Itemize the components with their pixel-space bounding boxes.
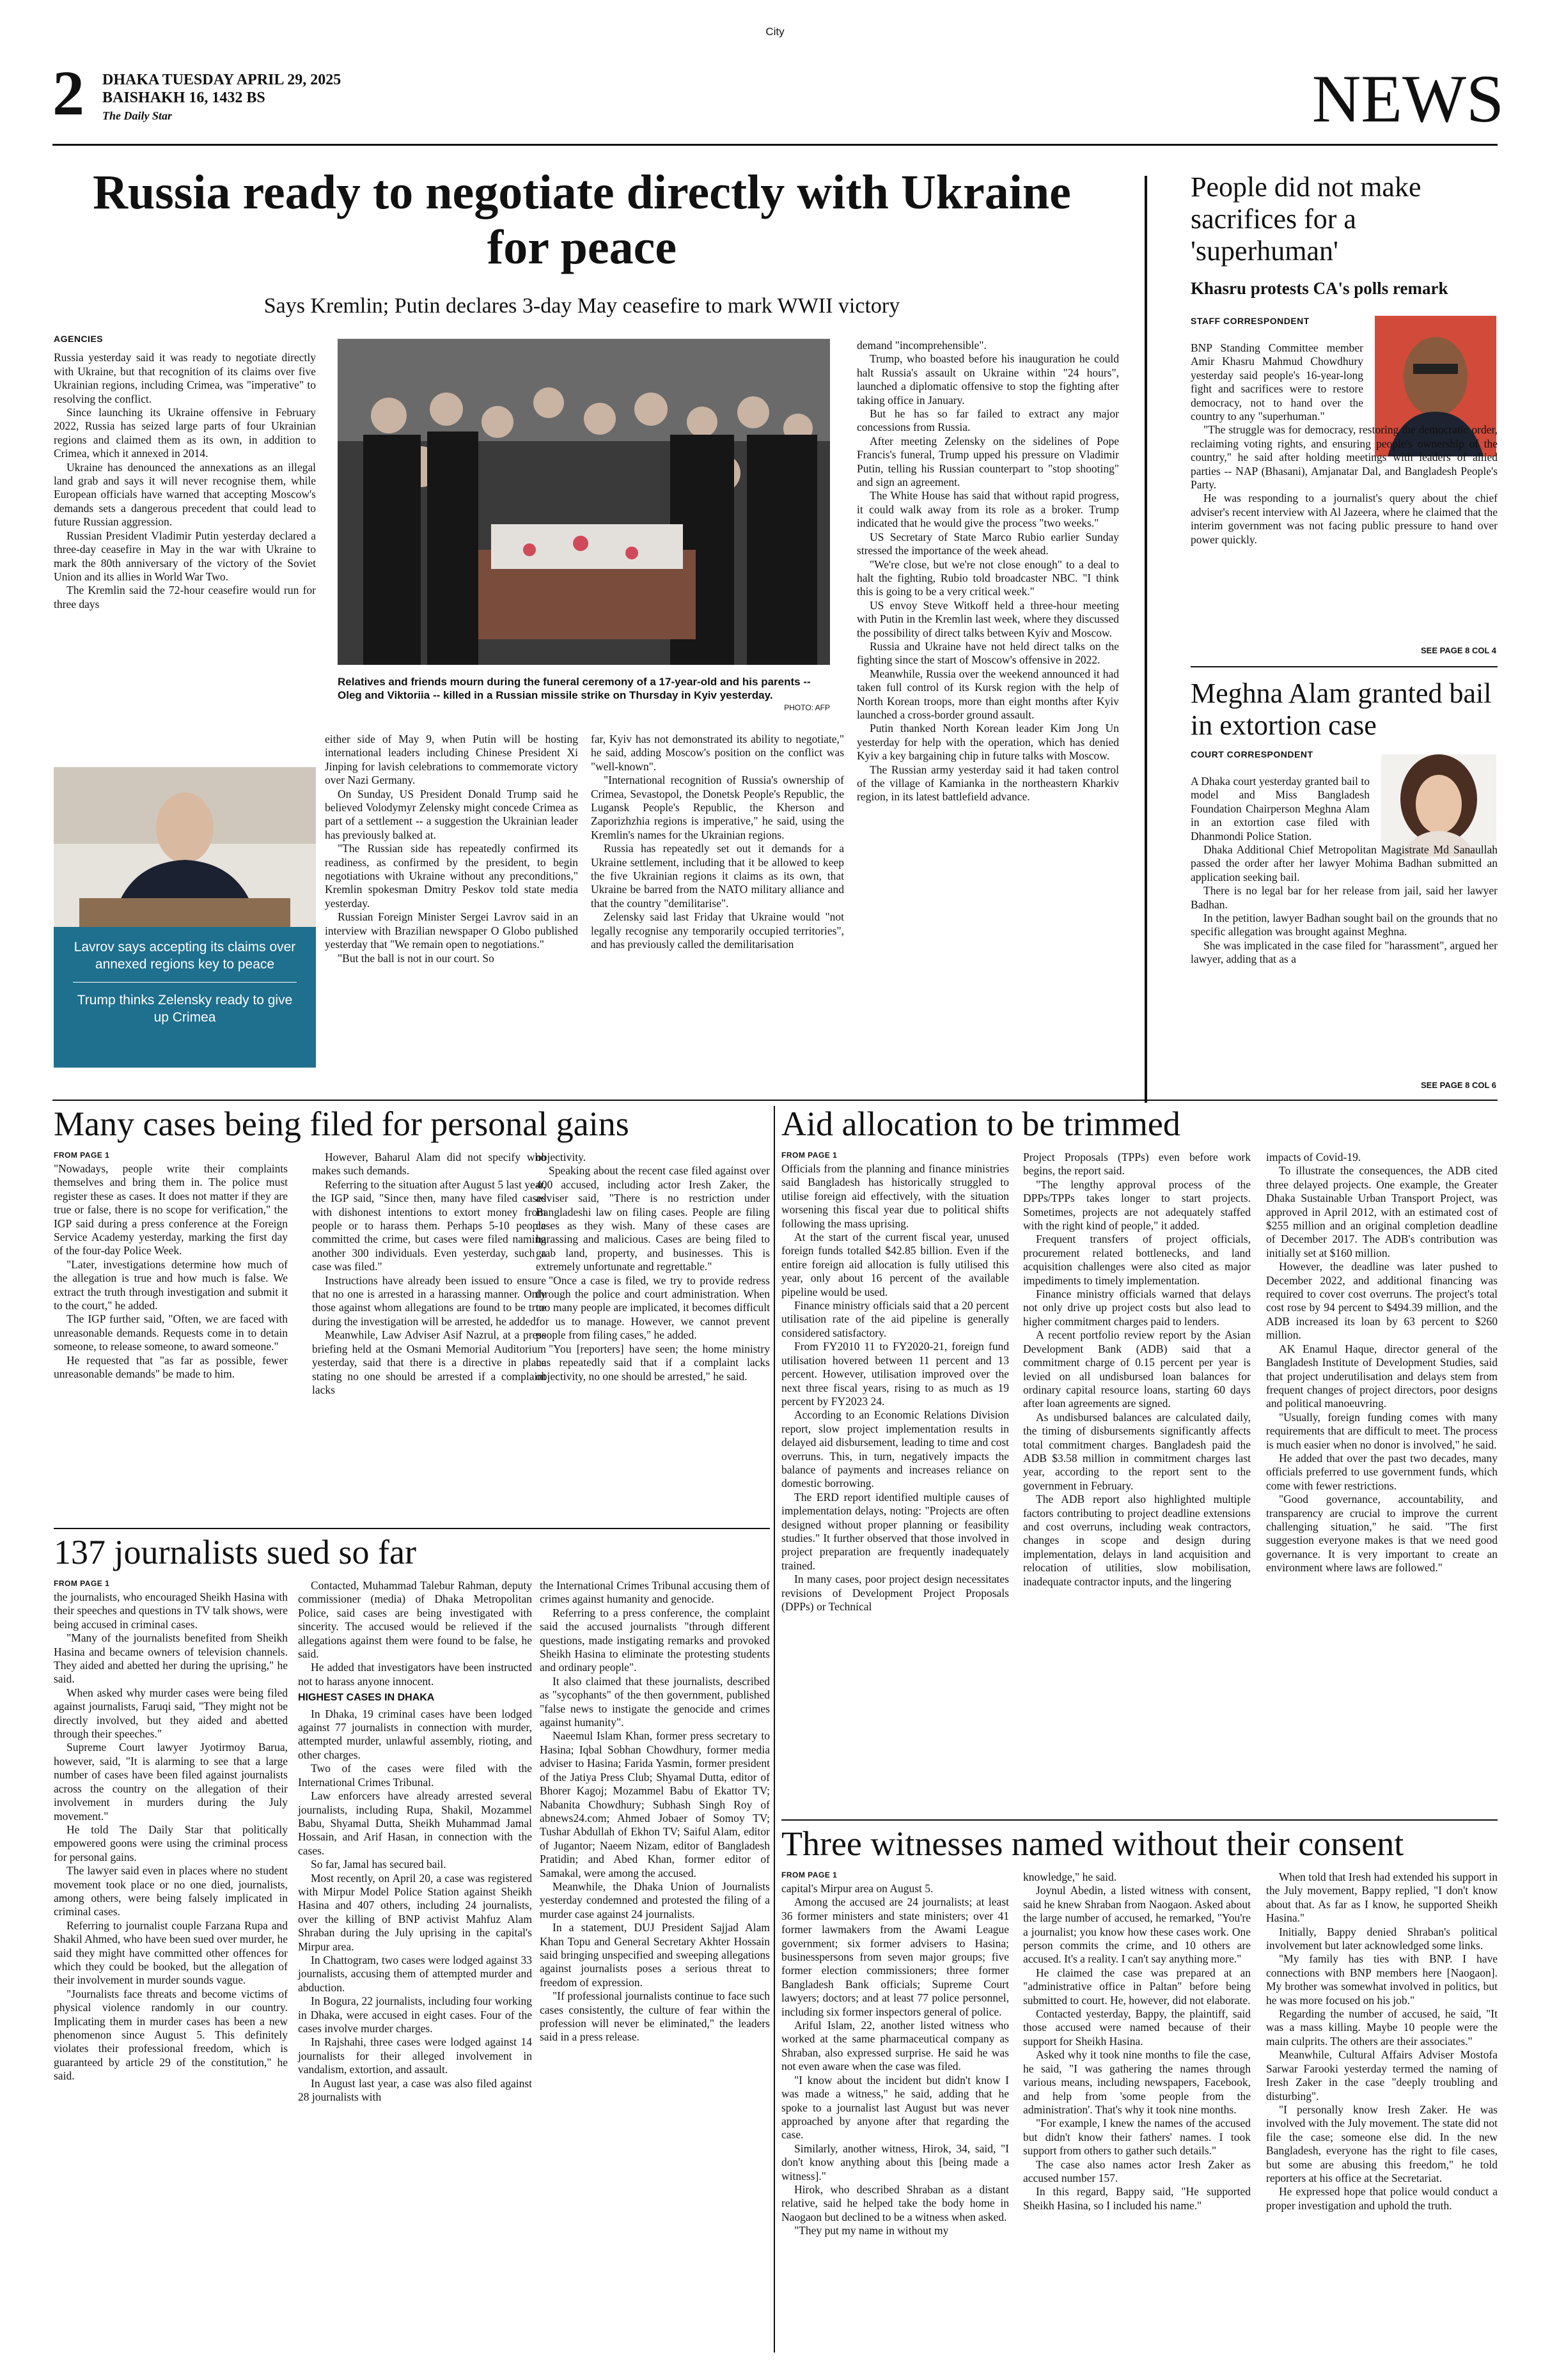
page-number: 2 xyxy=(52,58,84,128)
para: "For example, I knew the names of the accused but didn't know their fathers' names. I took support from others to gather such details." xyxy=(1023,2117,1251,2158)
sidebar2-body xyxy=(1191,775,1498,967)
aid-col3 xyxy=(1266,1151,1498,1575)
para: Hirok, who described Shraban as a distant relative, said he helped take the body home in Naogaon but declined to be a witness when asked. xyxy=(781,2182,1009,2223)
journalists-subhead: HIGHEST CASES IN DHAKA xyxy=(298,1692,435,1704)
aid-col1 xyxy=(781,1162,1009,1614)
witnesses-col1 xyxy=(781,1882,1009,2238)
para: "Nowadays, people write their complaints themselves and bring them in. The police must register these as cases. It does not matter if they are true or false, there is no scope for verification," the IGP said during a press conference at the Foreign Service Academy yesterday, marking the first day of the four-day Police Week. xyxy=(54,1162,288,1257)
para: US envoy Steve Witkoff held a three-hour meeting with Putin in the Kremlin last week, where they discussed the possibility of direct talks between Kyiv and Moscow. xyxy=(857,598,1119,639)
funeral-photo-graphic xyxy=(338,339,830,665)
dateline xyxy=(102,71,341,125)
para: He claimed the case was prepared at an "administrative office in Paltan" before being submitted to court. He, however, did not elaborate. xyxy=(1023,1966,1251,2007)
para: either side of May 9, when Putin will be hosting international leaders including Chinese President Xi Jinping for lavish celebrations to commemorate victory over Nazi Germany. xyxy=(325,733,578,787)
para: In August last year, a case was also filed against 28 journalists with xyxy=(298,2076,532,2104)
para: Referring to journalist couple Farzana Rupa and Shakil Ahmed, who have been sued over murder, he said they might have committed other offences for which they could be booked, but the allegation of their involvement in murder sounds vague. xyxy=(54,1918,288,1987)
para: He added that over the past two decades, many officials preferred to use government funds, which come with fewer restrictions. xyxy=(1266,1451,1498,1492)
para: Ariful Islam, 22, another listed witness who worked at the same pharmaceutical company as Shraban, also expressed surprise. He said he was not even aware when the case was filed. xyxy=(781,2019,1009,2073)
para: capital's Mirpur area on August 5. xyxy=(781,1882,934,1895)
para: Law enforcers have already arrested several journalists, including Rupa, Shakil, Mozammel Babu, Shyamal Dutta, Sheikh Muhammad Jamal Hossain, and Arif Hasan, in connection with the cases. xyxy=(298,1789,532,1857)
inset-line1: Lavrov says accepting its claims over annexed regions key to peace xyxy=(74,940,296,972)
para: In a statement, DUJ President Sajjad Alam Khan Topu and General Secretary Akhter Hossain said bringing unspecified and sweeping allegations against journalists poses a serious threat to freedom of expression. xyxy=(540,1921,770,1989)
para: In Dhaka, 19 criminal cases have been lodged against 77 journalists in connection with murder, attempted murder, unlawful assembly, rioting, and other charges. xyxy=(298,1707,532,1761)
para: She was implicated in the case filed for "harassment", argued her lawyer, adding that as a xyxy=(1191,938,1498,966)
journalists-from: FROM PAGE 1 xyxy=(54,1579,110,1588)
bangla-date: BAISHAKH 16, 1432 BS xyxy=(102,89,265,106)
para: "International recognition of Russia's ownership of Crimea, Sevastopol, the Donetsk People's Republic, the Lugansk People's Republic, the Kherson and Zaporizhzhia regions is imperative," he said, using the Kremlin's names for the Ukrainian regions. xyxy=(591,774,844,841)
para: the International Crimes Tribunal accusing them of crimes against humanity and genocide. xyxy=(540,1579,770,1606)
witnesses-col2 xyxy=(1023,1871,1251,2213)
para: He added that investigators have been instructed not to harass anyone innocent. xyxy=(298,1661,532,1688)
para: To illustrate the consequences, the ADB cited three delayed projects. One example, the Greater Dhaka Sustainable Urban Transport Project, was approved in April 2012, with an estimated cost of $255 million and an original completion deadline of December 2017. The ADB's contribution was initially set at $160 million. xyxy=(1266,1164,1498,1259)
para: "They put my name in without my xyxy=(794,2224,949,2237)
para: He expressed hope that police would conduct a proper investigation and uphold the truth. xyxy=(1266,2185,1498,2212)
para: Joynul Abedin, a listed witness with consent, said he knew Shraban from Naogaon. Asked about the large number of accused, he remarked, "You're a journalist; you know how these cases work. One person commits the crime, and 10 others are accused. It's a reality. I can't say anything more." xyxy=(1023,1884,1251,1966)
para: There is no legal bar for her release from jail, said her lawyer Badhan. xyxy=(1191,884,1498,911)
para: In many cases, poor project design necessitates revisions of Development Project Proposals (DPPs) or Technical xyxy=(781,1573,1009,1613)
top-section-rule xyxy=(52,1100,1498,1101)
para: But he has so far failed to extract any major concessions from Russia. xyxy=(857,407,1119,434)
para: The case also names actor Iresh Zaker as accused number 157. xyxy=(1023,2158,1251,2184)
para: AK Enamul Haque, director general of the Bangladesh Institute of Development Studies, said that project underutilisation and delays stem from frequent changes of project directors, poor designs and political manoeuvring. xyxy=(1266,1342,1498,1410)
para: The lawyer said even in places where no student movement took place or no one died, journalists, among others, were being falsely implicated in criminal cases. xyxy=(54,1864,288,1918)
cases-from: FROM PAGE 1 xyxy=(54,1151,110,1160)
para: "Usually, foreign funding comes with many requirements that are difficult to meet. The process is much easier when no donor is involved," he said. xyxy=(1266,1410,1498,1451)
lead-photo-credit: PHOTO: AFP xyxy=(784,703,830,712)
para: Russian Foreign Minister Sergei Lavrov said in an interview with Brazilian newspaper O Globo published yesterday that "We remain open to negotiations." xyxy=(325,910,578,951)
lead-headline: Russia ready to negotiate directly with Ukraine for peace xyxy=(93,166,1071,274)
witnesses-from: FROM PAGE 1 xyxy=(781,1871,838,1879)
journalists-rule xyxy=(54,1528,770,1529)
header-rule xyxy=(52,144,1498,146)
para: Initially, Bappy denied Shraban's political involvement but later acknowledged some links. xyxy=(1266,1925,1498,1952)
para: A Dhaka court yesterday granted bail to model and Miss Bangladesh Foundation Chairperson Meghna Alam in an extortion case filed with Dhanmondi Police Station. xyxy=(1191,775,1370,843)
para: In Chattogram, two cases were lodged against 33 journalists, accusing them of attempted murder and abduction. xyxy=(298,1953,532,1994)
para: Frequent transfers of project officials, procurement related bottlenecks, and land acquisition challenges were also cited as major impediments to timely implementation. xyxy=(1023,1233,1251,1287)
para: Two of the cases were filed with the International Crimes Tribunal. xyxy=(298,1762,532,1789)
lead-col4 xyxy=(857,339,1119,804)
cases-col2 xyxy=(312,1151,546,1397)
aid-headline: Aid allocation to be trimmed xyxy=(781,1105,1180,1143)
inset-box xyxy=(54,767,316,1068)
cases-col1 xyxy=(54,1162,288,1381)
para: Most recently, on April 20, a case was registered with Mirpur Model Police Station against Sheikh Hasina and 407 others, including 24 journalists, over the killing of BNP activist Mahfuz Alam Shraban during the July uprising in the capital's Mirpur area. xyxy=(298,1871,532,1953)
para: In this regard, Bappy said, "He supported Sheikh Hasina, so I included his name." xyxy=(1023,2185,1251,2212)
inset-line2: Trump thinks Zelensky ready to give up Crimea xyxy=(77,993,293,1025)
para: BNP Standing Committee member Amir Khasru Mahmud Chowdhury yesterday said people's 16-year-long fight and sacrifices were to restore democracy, not to hand over the country to any "superhuman." xyxy=(1191,341,1363,423)
para: "If professional journalists continue to face such cases consistently, the culture of fear within the profession will never be eliminated," the leaders said in a press release. xyxy=(540,1989,770,2044)
para: Putin thanked North Korean leader Kim Jong Un yesterday for help with the operation, which has denied Kyiv a key bargaining chip in future talks with Moscow. xyxy=(857,722,1119,763)
section-title: NEWS xyxy=(1311,61,1504,136)
para: Finance ministry officials warned that delays not only drive up project costs but also lead to higher commitment charges paid to lenders. xyxy=(1023,1287,1251,1328)
para: As undisbursed balances are calculated daily, the timing of disbursements significantly affects total commitment charges. Bangladesh paid the ADB $3.58 million in commitment charges last year, according to the report sent to the government in February. xyxy=(1023,1410,1251,1492)
witnesses-col3 xyxy=(1266,1871,1498,2213)
para: Naeemul Islam Khan, former press secretary to Hasina; Iqbal Sobhan Chowdhury, former media adviser to Hasina; Farida Yasmin, former president of the Jatiya Press Club; Shyamal Dutta, editor of Bhorer Kagoj; Mozammel Babu of Ekattor TV; Nabanita Chowdhury; Subhash Singh Roy of abnews24.com; Ahmed Jobaer of Somoy TV; Tushar Abdullah of Ekhon TV; Saiful Alam, editor of Jugantor; Naeem Nizam, editor of Bangladesh Pratidin; and Abed Khan, former editor of Samakal, were among the accused. xyxy=(540,1729,770,1879)
journalists-headline: 137 journalists sued so far xyxy=(54,1533,416,1571)
sidebar1-subhead: Khasru protests CA's polls remark xyxy=(1191,279,1448,298)
para: Since launching its Ukraine offensive in February 2022, Russia has seized large parts of four Ukrainian regions and claimed them as its own, in addition to Crimea, which it annexed in 2014. xyxy=(54,406,316,460)
para: The ADB report also highlighted multiple factors contributing to project deadline extensions and cost overruns, including weak contractors, changes in scope and design during implementation, delays in land acquisition and relocation of utilities, slow mobilisation, inadequate contractor inputs, and the lingering xyxy=(1023,1493,1251,1588)
para: Among the accused are 24 journalists; at least 36 former ministers and state ministers; over 41 former lawmakers from the Awami League government; six former advisers to Hasina; businesspersons from seven major groups; five former election commissioners; three former Bangladesh Bank officials; Supreme Court lawyers; doctors; and at least 77 police personnel, including six former inspectors general of police. xyxy=(781,1895,1009,2018)
para: When asked why murder cases were being filed against journalists, Faruqi said, "They might not be directly involved, but they aided and abetted through their speeches." xyxy=(54,1686,288,1741)
para: Officials from the planning and finance ministries said Bangladesh has historically struggled to utilise foreign aid effectively, with the situation worsening this fiscal year due to political shifts following the mass uprising. xyxy=(781,1162,1009,1230)
para: "Many of the journalists benefited from Sheikh Hasina and became owners of television channels. They aided and abetted her during the uprising," he said. xyxy=(54,1631,288,1686)
para: Referring to the situation after August 5 last year, the IGP said, "Since then, many have filed cases with dishonest intentions to extort money from people or to harass them. Perhaps 5-10 people committed the crime, but cases were filed naming another 300 individuals. Even yesterday, such a case was filed." xyxy=(312,1178,546,1273)
para: Russia and Ukraine have not held direct talks on the fighting since the start of Moscow's offensive in 2022. xyxy=(857,639,1119,667)
journalists-col3 xyxy=(540,1579,770,2044)
sidebar-divider xyxy=(1145,176,1147,1103)
para: He requested that "as far as possible, fewer unreasonable demands" be made to him. xyxy=(54,1353,288,1381)
aid-from: FROM PAGE 1 xyxy=(781,1151,838,1160)
para: A recent portfolio review report by the Asian Development Bank (ADB) said that a commitment charge of 0.15 percent per year is levied on all undisbursed loan balances for ordinary capital resource loans, starting 60 days after loan agreements are signed. xyxy=(1023,1328,1251,1410)
lead-col2 xyxy=(325,733,578,965)
para: The Russian army yesterday said it had taken control of the village of Kamianka in the northeastern Kharkiv region, in its latest battlefield advance. xyxy=(857,763,1119,804)
para: In the petition, lawyer Badhan sought bail on the grounds that no specific allegation was brought against Meghna. xyxy=(1191,912,1498,938)
date-text: DHAKA TUESDAY APRIL 29, 2025 xyxy=(102,72,341,88)
para: Asked why it took nine months to file the case, he said, "I was gathering the names through various means, including newspapers, Facebook, and help from 'some people from the administration'. That's why it took nine months. xyxy=(1023,2048,1251,2116)
para: US Secretary of State Marco Rubio earlier Sunday stressed the importance of the week ahead. xyxy=(857,530,1119,557)
mid-divider xyxy=(774,1106,775,2353)
sidebar-rule xyxy=(1191,666,1498,667)
para: When told that Iresh had extended his support in the July movement, Bappy replied, "I don't know about that. As far as I know, he supported Sheikh Hasina." xyxy=(1266,1871,1498,1925)
para: "But the ball is not in our court. So xyxy=(338,951,494,965)
sidebar2-headline: Meghna Alam granted bail in extortion case xyxy=(1191,678,1492,741)
sidebar1-headline: People did not make sacrifices for a 'superhuman' xyxy=(1191,171,1421,267)
aid-col2 xyxy=(1023,1151,1251,1589)
para: "The struggle was for democracy, restoring the democratic order, reclaiming voting rights, and ensuring people's ownership of the country," he said after holding meetings with leaders of allied parties -- NAP (Bhasani), Amjanatar Dal, and Bangladesh People's Party. xyxy=(1191,423,1498,492)
para: "I personally know Iresh Zaker. He was involved with the July movement. The state did not file the case; someone else did. In the new Bangladesh, everyone has the right to file cases, but some are abusing this freedom," he told reporters at his office at the Secretariat. xyxy=(1266,2103,1498,2184)
para: The ERD report identified multiple causes of implementation delays, noting: "Projects are often designed without proper planning or feasibility studies." It further observed that those involved in project preparation are frequently inadequately trained. xyxy=(781,1490,1009,1572)
para: He told The Daily Star that politically empowered goons were using the criminal process for personal gains. xyxy=(54,1823,288,1863)
para: impacts of Covid-19. xyxy=(1266,1151,1361,1163)
para: Project Proposals (TPPs) even before work begins, the report said. xyxy=(1023,1151,1251,1178)
lead-photo-caption: Relatives and friends mourn during the funeral ceremony of a 17-year-old and his parents -- Oleg and Viktoriia -- killed in a Russian missile strike on Thursday in Kyiv yesterday. xyxy=(338,676,811,701)
para: far, Kyiv has not demonstrated its ability to negotiate," he said, adding Moscow's position on the conflict was "well-known". xyxy=(591,733,844,773)
para: He was responding to a journalist's query about the chief adviser's recent interview with Al Jazeera, where he claimed that the interim government was not facing public pressure to hand over power quickly. xyxy=(1191,492,1498,546)
para: On Sunday, US President Donald Trump said he believed Volodymyr Zelensky might concede Crimea as part of a settlement -- a suggestion the Ukrainian leader has previously balked at. xyxy=(325,787,578,841)
para: demand "incomprehensible". xyxy=(857,339,987,352)
sidebar1-byline: STAFF CORRESPONDENT xyxy=(1191,316,1310,326)
para: knowledge," he said. xyxy=(1023,1871,1117,1883)
para: Finance ministry officials said that a 20 percent utilisation rate of the aid pipeline is generally considered satisfactory. xyxy=(781,1299,1009,1339)
para: Instructions have already been issued to ensure that no one is arrested in a harassing manner. Only those against whom allegations are found to be true during the investigation will be arrested, he added. xyxy=(312,1273,546,1328)
para: Contacted, Muhammad Talebur Rahman, deputy commissioner (media) of Dhaka Metropolitan Police, said cases are being investigated with sincerity. The accused would be relieved if the allegations against them were found to be false, he said. xyxy=(298,1579,532,1661)
para: The IGP further said, "Often, we are faced with unreasonable demands. Requests come in to detain someone, to release someone, to award someone." xyxy=(54,1312,288,1353)
para: "The lengthy approval process of the DPPs/TPPs takes longer to start projects. Sometimes, projects are not adequately staffed with the right kind of people," it added. xyxy=(1023,1178,1251,1233)
para: Speaking about the recent case filed against over 400 accused, including actor Iresh Zaker, the adviser said, "There is no restriction under Bangladeshi law on filing cases. People are filing cases as they wish. Many of these cases are harassing and malicious. Cases are being filed to grab land, property, and businesses. This is extremely unfortunate and regrettable." xyxy=(536,1164,770,1273)
para: Meanwhile, the Dhaka Union of Journalists yesterday condemned and protested the filing of a murder case against 24 journalists. xyxy=(540,1879,770,1920)
putin-photo xyxy=(54,767,316,927)
para: Zelensky said last Friday that Ukraine would "not legally recognise any temporarily occupied territories", and has previously called the demilitarisation xyxy=(591,910,844,951)
para: It also claimed that these journalists, described as "sycophants" of the then government, published "false news to instigate the genocide and crimes against humanity". xyxy=(540,1674,770,1729)
witnesses-rule xyxy=(781,1819,1498,1821)
para: objectivity. xyxy=(536,1151,586,1163)
para: Russia yesterday said it was ready to negotiate directly with Ukraine, but that recognition of its claims over five Ukrainian regions, including Crimea, was "imperative" to resolving the conflict. xyxy=(54,351,316,405)
cases-col3 xyxy=(536,1151,770,1383)
para: Meanwhile, Law Adviser Asif Nazrul, at a press briefing held at the Osmani Memorial Auditorium yesterday, said that there is a directive in place stating no one should be arrested if a complaint lacks xyxy=(312,1328,546,1396)
journalists-col1 xyxy=(54,1591,288,2083)
para: From FY2010 11 to FY2020-21, foreign fund utilisation hovered between 11 percent and 13 percent. However, utilisation improved over the next three fiscal years, rising to as much as 19 percent by FY2023 24. xyxy=(781,1340,1009,1408)
para: According to an Economic Relations Division report, slow project implementation results in delayed aid disbursement, leading to time and cost overruns. This, in turn, negatively impacts the balance of payments and increases reliance on domestic borrowing. xyxy=(781,1408,1009,1490)
para: In Bogura, 22 journalists, including four working in Dhaka, were accused in eight cases. Four of the cases involve murder charges. xyxy=(298,1995,532,2035)
para: Contacted yesterday, Bappy, the plaintiff, said those accused were named because of their support for Sheikh Hasina. xyxy=(1023,2007,1251,2048)
cases-headline: Many cases being filed for personal gains xyxy=(54,1105,629,1143)
para: The White House has said that without rapid progress, it could walk away from its role as a broker. Trump indicated that he would give the process "two weeks." xyxy=(857,489,1119,530)
sidebar2-byline: COURT CORRESPONDENT xyxy=(1191,749,1313,759)
para: the journalists, who encouraged Sheikh Hasina with their speeches and questions in TV talk shows, were being accused in criminal cases. xyxy=(54,1591,288,1631)
para: Regarding the number of accused, he said, "It was a mass killing. Maybe 10 people were the main culprits. The others are their associates." xyxy=(1266,2007,1498,2048)
para: Meanwhile, Russia over the weekend announced it had taken full control of its Kursk region with the help of North Korean troops, more than eight months after Kyiv launched a cross-border ground assault. xyxy=(857,667,1119,721)
para: "You [reporters] have seen; the home ministry has repeatedly said that if a complaint lacks objectivity, no one should be arrested," he said. xyxy=(536,1342,770,1383)
para: Ukraine has denounced the annexations as an illegal land grab and says it will never recognise them, while European officials have warned that accepting Moscow's demands sets a dangerous precedent that could lead to future Russian aggression. xyxy=(54,460,316,529)
para: The Kremlin said the 72-hour ceasefire would run for three days xyxy=(54,584,316,611)
para: "Good governance, accountability, and transparency are crucial to improve the current challenging situation," he said. "The first suggestion everyone makes is that we need good governance. It is very important to create an environment where laws are followed." xyxy=(1266,1493,1498,1575)
para: So far, Jamal has secured bail. xyxy=(311,1858,446,1871)
para: Similarly, another witness, Hirok, 34, said, "I don't know anything about this [being made a witness]." xyxy=(781,2142,1009,2182)
lead-byline: AGENCIES xyxy=(54,334,104,344)
para: "We're close, but we're not close enough" to a deal to halt the fighting, Rubio told broadcaster NBC. "I think this is going to be a very critical week." xyxy=(857,557,1119,598)
para: "Journalists face threats and become victims of physical violence randomly in our country. Implicating them in murder cases has been a new phenomenon since August 5. This definitely violates their professional freedom, which is guaranteed by article 29 of the constitution," he said. xyxy=(54,1987,288,2083)
lead-col3 xyxy=(591,733,844,952)
para: After meeting Zelensky on the sidelines of Pope Francis's funeral, Trump upped his pressure on Vladimir Putin, telling his Russian counterpart to "stop shooting" and sign an agreement. xyxy=(857,434,1119,489)
para: "My family has ties with BNP. I have connections with BNP members here [Naogaon]. My brother was somewhat involved in politics, but he was more focused on his job." xyxy=(1266,1952,1498,2007)
para: In Rajshahi, three cases were lodged against 14 journalists for their alleged involvement in vandalism, extortion, and assault. xyxy=(298,2035,532,2076)
sidebar1-body xyxy=(1191,341,1498,547)
para: "The Russian side has repeatedly confirmed its readiness, as confirmed by the president, to begin negotiations with Ukraine without any preconditions," Kremlin spokesman Dmitry Peskov told state media yesterday. xyxy=(325,842,578,910)
para: Dhaka Additional Chief Metropolitan Magistrate Md Sanaullah passed the order after her lawyer Mohima Badhan submitted an application seeking bail. xyxy=(1191,843,1498,883)
para: Referring to a press conference, the complaint said the accused journalists "through different questions, made instigating remarks and provoked Sheikh Hasina to eliminate the protesting students and ordinary people". xyxy=(540,1606,770,1674)
para: "Once a case is filed, we try to provide redress through the police and court administration. When too many people are implicated, it becomes difficult for us to manage. However, we cannot prevent people from filing cases," he added. xyxy=(536,1273,770,1342)
sidebar1-jump: SEE PAGE 8 COL 4 xyxy=(1420,646,1496,655)
paper-logo: The Daily Star xyxy=(102,109,173,122)
sidebar2-jump: SEE PAGE 8 COL 6 xyxy=(1420,1080,1496,1090)
journalists-col2 xyxy=(298,1579,532,2104)
para: "I know about the incident but didn't know I was made a witness," he said, adding that he spoke to a journalist last August but was never approached by anyone after that regarding the case. xyxy=(781,2073,1009,2142)
lead-photo xyxy=(338,339,830,665)
lead-subhead: Says Kremlin; Putin declares 3-day May ceasefire to mark WWII victory xyxy=(263,294,900,318)
putin-photo-graphic xyxy=(54,767,316,927)
para: At the start of the current fiscal year, unused foreign funds totalled $42.85 billion. Even if the entire foreign aid allocation is fully utilised this year, only about 16 percent of the available pipeline would be used. xyxy=(781,1231,1009,1298)
para: Russia has repeatedly set out it demands for a Ukraine settlement, including that it be allowed to keep the five Ukrainian regions it claims as its own, that Ukraine be barred from the NATO military alliance and that the country "demilitarise". xyxy=(591,842,844,910)
para: "Later, investigations determine how much of the allegation is true and how much is false. We extract the truth through investigation and submit it to the court," he added. xyxy=(54,1257,288,1312)
witnesses-headline: Three witnesses named without their consent xyxy=(781,1824,1404,1863)
para: However, Baharul Alam did not specify who makes such demands. xyxy=(312,1151,546,1178)
para: Meanwhile, Cultural Affairs Adviser Mostofa Sarwar Farooki yesterday termed the naming of Iresh Zaker in the case "deeply troubling and disturbing". xyxy=(1266,2048,1498,2103)
para: Russian President Vladimir Putin yesterday declared a three-day ceasefire in May in the war with Ukraine to mark the 80th anniversary of the victory of the Soviet Union and its allies in World War Two. xyxy=(54,529,316,583)
para: Trump, who boasted before his inauguration he could halt Russia's assault on Ukraine within "24 hours", launched a diplomatic offensive to stop the fighting after taking office in January. xyxy=(857,352,1119,407)
para: However, the deadline was later pushed to December 2022, and additional financing was required to cover cost overruns. The project's total cost rose by 94 percent to $494.39 million, and the ADB increased its loan by 63 percent to $260 million. xyxy=(1266,1260,1498,1342)
section-label: City xyxy=(765,26,785,38)
para: Supreme Court lawyer Jyotirmoy Barua, however, said, "It is alarming to see that a large number of cases have been filed against journalists across the country on the allegation of their involvement in murders during the July movement." xyxy=(54,1741,288,1823)
lead-col1 xyxy=(54,332,316,611)
